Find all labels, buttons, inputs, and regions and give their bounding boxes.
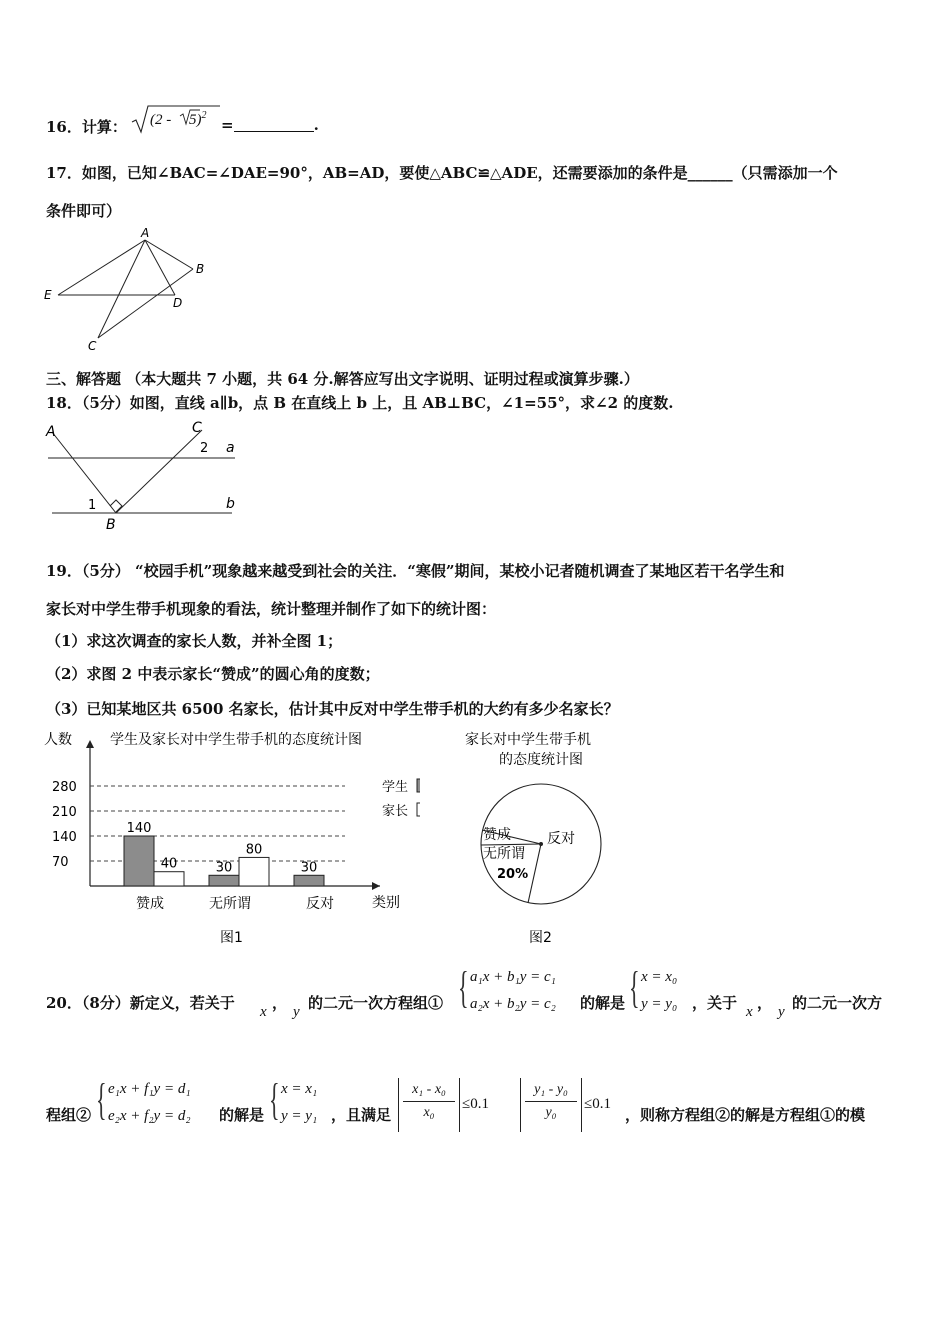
- q20-var-y-2: y: [778, 1004, 785, 1020]
- q18-figure: [40, 418, 250, 530]
- q20-sys1-eq2: a₂x + b₂y = c₂: [470, 996, 556, 1012]
- q20-frac2-num: y₁ - y₀: [534, 1082, 568, 1097]
- bar-chart-caption: 图1: [220, 930, 243, 946]
- q20-ineq1: ≤0.1: [462, 1096, 489, 1112]
- bar-student-0: [124, 836, 154, 886]
- q19-line1: 19．（5分） “校园手机”现象越来越受到社会的关注．“寒假”期间，某校小记者随机调查了某地区若干名学生和: [46, 562, 785, 580]
- q17-label-a: A: [141, 226, 150, 240]
- q20-mid6: ，且满足: [331, 1106, 392, 1124]
- bar-chart: [40, 726, 420, 950]
- q18-label-a-point: A: [46, 424, 56, 440]
- q17-line-ab: [145, 240, 193, 269]
- q20-abs-frac1: [398, 1078, 460, 1132]
- q20-var-x-2: x: [746, 1004, 753, 1020]
- pie-slice-label-zancheng: 赞成: [483, 827, 511, 843]
- q16-radicand-b: 5: [189, 112, 197, 128]
- y-axis-arrow: [86, 740, 94, 748]
- pie-center: [539, 842, 543, 846]
- data-label-parent-1: 80: [245, 842, 263, 858]
- legend-parent: [382, 803, 420, 819]
- q20-line2-start: 程组②: [46, 1106, 92, 1124]
- q20-frac1-bar: [403, 1101, 455, 1102]
- bar-parent-0: [154, 872, 184, 886]
- x-tick-label-0: 赞成: [136, 896, 164, 912]
- q18-line-ab: [52, 432, 116, 513]
- q20-mid4: 的二元一次方: [792, 994, 883, 1012]
- q20-comma-2: ，: [757, 994, 773, 1012]
- q20-comma: ，: [272, 994, 288, 1012]
- x-tick-label-1: 无所谓: [209, 896, 251, 912]
- legend-parent-label: 家长: [382, 804, 409, 819]
- q20-sys2-brace: {: [96, 1075, 107, 1124]
- q16-answer: [221, 116, 319, 134]
- q20-var-y: y: [293, 1004, 300, 1020]
- legend-student-label: 学生: [382, 780, 409, 795]
- q20-tail: ，则称方程组②的解是方程组①的模: [625, 1106, 866, 1124]
- y-tick-label-280: 280: [52, 780, 77, 795]
- x-axis-arrow: [372, 882, 380, 890]
- q17-figure: [40, 226, 220, 356]
- q20-mid3: ，关于: [692, 994, 738, 1012]
- q18-label-b-point: B: [106, 517, 116, 530]
- bar-parent-1: [239, 857, 269, 886]
- pie-caption: 图2: [529, 930, 552, 946]
- q16-paren: ): [196, 112, 202, 128]
- q18-label-line-a: a: [226, 440, 235, 456]
- q17-label-c: C: [88, 339, 97, 353]
- q19-sub1: （1）求这次调查的家长人数，并补全图 1；: [46, 632, 343, 650]
- q20-sys2-eq2: e₂x + f₂y = d₂: [108, 1108, 191, 1124]
- q16-end: .: [313, 116, 319, 134]
- y-tick-label-210: 210: [52, 805, 77, 820]
- x-tick-label-2: 反对: [306, 896, 334, 912]
- q17-label-e: E: [44, 288, 52, 302]
- q17-line2: 条件即可）: [46, 202, 122, 220]
- q20-mid2: 的解是: [580, 994, 626, 1012]
- bar-student-1: [209, 875, 239, 886]
- q18-angle-2: 2: [200, 441, 209, 456]
- q20-intro: 20．（8分）新定义，若关于: [46, 994, 235, 1012]
- pie-title-line2: 的态度统计图: [499, 752, 583, 768]
- q20-frac1-den: x₀: [423, 1105, 435, 1120]
- y-tick-label-70: 70: [52, 855, 69, 870]
- q20-sys1-eq1: a₁x + b₁y = c₁: [470, 969, 556, 985]
- section3-title: 三、解答题 （本大题共 7 小题，共 64 分.解答应写出文字说明、证明过程或演算步骤.）: [46, 370, 639, 388]
- q20-var-x: x: [260, 1004, 267, 1020]
- q20-sol2-eq2: y = y₁: [281, 1108, 318, 1124]
- q18-label-c: C: [192, 420, 202, 436]
- bar-chart-title: 学生及家长对中学生带手机的态度统计图: [110, 732, 362, 748]
- pie-title-line1: 家长对中学生带手机: [465, 732, 591, 748]
- q17-line-ad: [145, 240, 175, 295]
- bar-chart-xlabel: 类别: [372, 895, 400, 911]
- q16: [46, 116, 127, 137]
- q18-right-angle: [110, 500, 122, 512]
- q19-sub2: （2）求图 2 中表示家长“赞成”的圆心角的度数；: [46, 665, 380, 683]
- q19-line2: 家长对中学生带手机现象的看法，统计整理并制作了如下的统计图：: [46, 600, 497, 618]
- q20-sol2-brace: {: [269, 1075, 280, 1124]
- legend-student: [382, 779, 420, 795]
- pie-slice-label-wusuowei: 无所谓: [483, 846, 525, 862]
- q16-exponent: 2: [201, 110, 207, 121]
- q20-sol1-eq1: x = x₀: [641, 969, 678, 985]
- data-label-student-2: 30: [300, 860, 318, 876]
- q16-radicand-a: (2 -: [150, 112, 172, 128]
- q20-sys2-eq1: e₁x + f₁y = d₁: [108, 1081, 191, 1097]
- q20-sys1-brace: {: [458, 963, 469, 1012]
- data-label-student-1: 30: [215, 860, 233, 876]
- q18-label-line-b: b: [226, 496, 235, 512]
- q20-mid1: 的二元一次方程组①: [308, 994, 444, 1012]
- q18-line-bc: [116, 430, 202, 513]
- y-tick-label-140: 140: [52, 830, 77, 845]
- q20-frac2-den: y₀: [545, 1105, 557, 1120]
- q20-sol1-eq2: y = y₀: [641, 996, 678, 1012]
- q17-label-b: B: [196, 262, 205, 276]
- q20-ineq2: ≤0.1: [584, 1096, 611, 1112]
- q17-label-d: D: [173, 296, 183, 310]
- q17-line1: 17．如图，已知∠BAC=∠DAE=90°，AB=AD，要使△ABC≌△ADE，还需要添加的条件是______（只需添加一个: [46, 164, 838, 182]
- q19-sub3: （3）已知某地区共 6500 名家长，估计其中反对中学生带手机的大约有多少名家长？: [46, 700, 619, 718]
- pie-chart: [455, 726, 635, 950]
- bar-chart-ylabel: 人数: [44, 732, 72, 748]
- q20-sol2-eq1: x = x₁: [281, 1081, 318, 1097]
- data-label-student-0: 140: [126, 821, 152, 836]
- q20-mid5: 的解是: [219, 1106, 265, 1124]
- q18-angle-1: 1: [88, 498, 97, 513]
- legend-student-swatch: [417, 779, 420, 792]
- q16-blank[interactable]: [234, 117, 314, 132]
- q20-abs-frac2: [520, 1078, 582, 1132]
- q16-equals: =: [221, 116, 234, 134]
- pie-slice-percent-wusuowei: 20%: [497, 867, 529, 882]
- q20-frac2-bar: [525, 1101, 577, 1102]
- bar-student-2: [294, 875, 324, 886]
- pie-slice-label-fandui: 反对: [547, 831, 575, 847]
- q18-text: 18．（5分）如图，直线 a∥b，点 B 在直线上 b 上，且 AB⊥BC，∠1=55°，求∠2 的度数.: [46, 394, 674, 412]
- q16-label: 16．计算：: [46, 118, 127, 136]
- data-label-parent-0: 40: [160, 856, 178, 872]
- q16-radicand: [150, 110, 207, 129]
- q20-frac1-num: x₁ - x₀: [412, 1082, 446, 1097]
- q20-sol1-brace: {: [629, 963, 640, 1012]
- legend-parent-swatch: [417, 803, 420, 816]
